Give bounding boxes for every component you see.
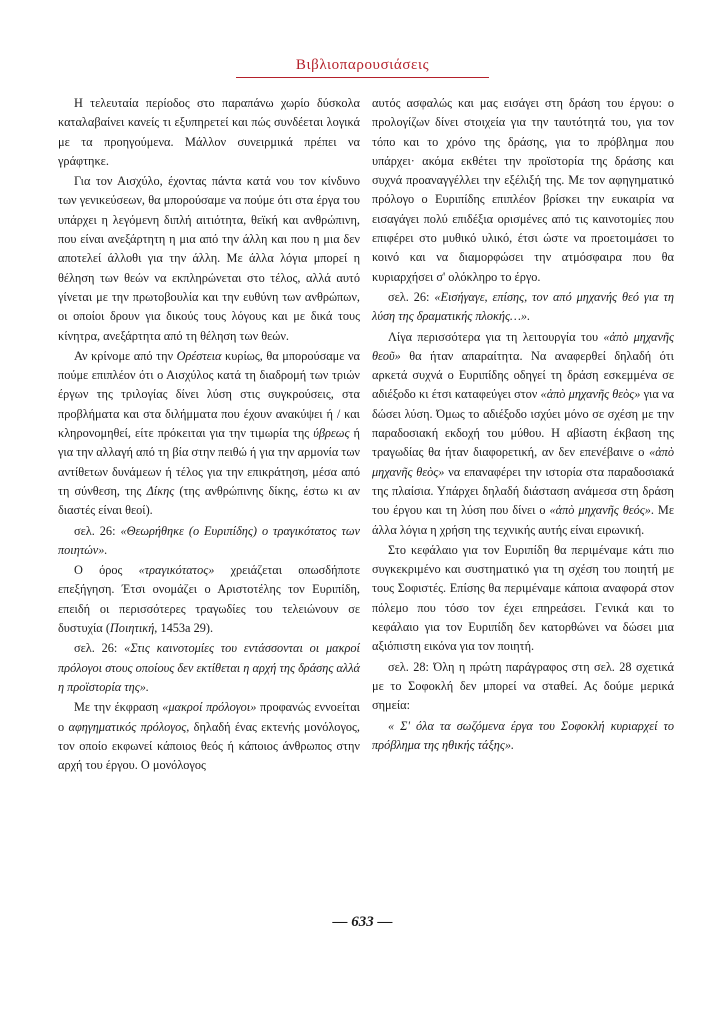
paragraph (372, 328, 674, 540)
text-run: , δηλαδή ένας εκτενής μονόλογος, τον οποίο εκφωνεί κάποιος θεός ή κάποιος άνθρωπος στην αρχή του έργου. Ο μονόλογος (58, 719, 360, 773)
page-ref: σελ. 26: (388, 289, 435, 304)
quotation: «Θεωρήθηκε (ο Ευριπίδης) ο τραγικότατος των ποιητών». (58, 523, 360, 557)
paragraph (58, 639, 360, 697)
text-run: προφανώς εννοείται ο (58, 700, 360, 734)
text-run: Με την έκφραση (74, 700, 163, 715)
text-run: κυρίως, θα μπορούσαμε να πούμε επιπλέον ότι ο Αισχύλος κατά τη διαδρομή των τριών έργων της τριλογίας δίνει λύση στις συγκρούσεις, στα προβλήματα και στα διλήμματα που έχουν ανακύψει ή / και κληρονομηθεί, είτε πρόκειται για την τιμωρία της (58, 348, 360, 441)
paragraph: Στο κεφάλαιο για τον Ευριπίδη θα περιμέναμε κάτι πιο συγκεκριμένο και συστηματικό για τη σχέση του ποιητή με τους Σοφιστές. Επίσης θα περιμέναμε κάποια αναφορά στον πόλεμο που τόσο τον έχει επηρεάσει. Γενικά και το κεφάλαιο για τον Ευριπίδη δεν κατορθώνει να δώσει μια αξιόπιστη εικόνα για τον ποιητή. (372, 542, 674, 654)
text-run: Αν κρίνομε από την (74, 348, 177, 363)
italic-term: «ἀπὸ μηχανῆς θεὸς» (540, 387, 641, 402)
text-run: . Με άλλα λόγια η χρήση της τεχνικής αυτής είναι ειρωνική. (372, 503, 674, 537)
paragraph (58, 698, 360, 775)
paragraph (58, 347, 360, 521)
running-header (0, 54, 725, 78)
italic-term: αφηγηματικός πρόλογος (68, 719, 187, 734)
quotation: « Σ' όλα τα σωζόμενα έργα του Σοφοκλή κυριαρχεί το πρόβλημα της ηθικής τάξης». (372, 718, 674, 752)
italic-term: Ποιητική (109, 621, 155, 636)
italic-term: Δίκης (146, 483, 175, 498)
text-run: για να δώσει λύση. Όμως το αδιέξοδο ισχύει μόνο σε σχέση με την παραδοσιακή εκδοχή του μύθου. Η αβίαστη έκβαση της τραγωδίας θα ήταν διαφορετική, αν δεν επενέβαινε ο (372, 387, 674, 460)
italic-term: «ἀπὸ μηχανῆς θεός» (549, 503, 651, 518)
paragraph (58, 561, 360, 638)
paragraph: Για τον Αισχύλο, έχοντας πάντα κατά νου τον κίνδυνο των γενικεύσεων, θα μπορούσαμε να πούμε ότι στα έργα του υπάρχει η λεγόμενη διπλή αιτιότητα, θεϊκή και ανθρώπινη, που είναι ανεξάρτητη η μια από την άλλη και που η μια δεν αποτελεί άλλοθι για την άλλη. Με άλλα λόγια μπορεί η θέληση των θεών να εκπληρώνεται στο τέλος, αλλά αυτό γίνεται με την πρωτοβουλία και την ευθύνη των ανθρώπων, οι οποίοι δρουν για δικούς τους λόγους και με δικά τους κίνητρα, ανεξάρτητα από τη θέληση των θεών. (58, 174, 360, 343)
right-column (372, 94, 674, 756)
page-number: — 633 — (332, 914, 393, 930)
text-run: , 1453a 29). (154, 621, 214, 636)
italic-term: «ἀπὸ μηχανῆς θεὸς» (372, 445, 674, 479)
text-run: Ο όρος (74, 563, 139, 578)
quotation: «Στις καινοτομίες του εντάσσονται οι μακροί πρόλογοι στους οποίους δεν εκτίθεται η αρχή της δράσης αλλά η προϊστορία της». (58, 641, 360, 694)
paragraph (58, 522, 360, 561)
italic-term: Ορέστεια (176, 348, 222, 363)
italic-term: «τραγικότατος» (138, 563, 215, 578)
italic-term: «ἀπὸ μηχανῆς θεοῦ» (372, 329, 674, 363)
paragraph (372, 288, 674, 327)
paragraph: αυτός ασφαλώς και μας εισάγει στη δράση του έργου: ο προλογίζων δίνει στοιχεία για την ταυτότητά του, για τον τόπο και το χρόνο της δράσης, για το πρόβλημα που υπάρχει· ακόμα εκθέτει την προϊστορία της δράσης και συχνά προαναγγέλλει την εξέλιξή της. Με τον αφηγηματικό πρόλογο ο Ευριπίδης επιπλέον βρίσκει την ευκαιρία να εισαγάγει πολύ επιδέξια ορισμένες από τις καινοτομίες που επιφέρει στο μυθικό υλικό, έτσι ώστε να προετοιμάσει το κοινό και να διαμορφώσει την ατμόσφαιρα που θα κυριαρχήσει σ' ολόκληρο το έργο. (372, 96, 674, 284)
paragraph: Η τελευταία περίοδος στο παραπάνω χωρίο δύσκολα καταλαβαίνει κανείς τι εξυπηρετεί και πώς συνδέεται λογικά με τα προηγούμενα. Μάλλον συνειρμικά πρέπει να γράφτηκε. (58, 96, 360, 168)
italic-term: «μακροί πρόλογοι» (162, 700, 257, 715)
italic-term: ύβρεως (313, 426, 350, 441)
text-run: Λίγα περισσότερα για τη λειτουργία του (388, 329, 604, 344)
text-run: ή για την αλλαγή από τη βία στην πειθώ ή για την αρμονία των αντίθετων δυνάμεων ή τέλος για την επικράτηση, μέσα από τη σύνθεση, της (58, 426, 360, 498)
quotation: «Εισήγαγε, επίσης, τον από μηχανής θεό για τη λύση της δραματικής πλοκής…». (372, 289, 674, 324)
page-ref: σελ. 26: (74, 523, 121, 538)
section-title: Βιβλιοπαρουσιάσεις (236, 57, 489, 78)
text-run: χρειάζεται οπωσδήποτε επεξήγηση. Έτσι ονομάζει ο Αριστοτέλης τον Ευριπίδη, επειδή οι περισσότερες τραγωδίες του τελειώνουν σε δυστυχία ( (58, 563, 360, 636)
text-run: να επαναφέρει την ιστορία στα παραδοσιακά της πλαίσια. Υπάρχει δηλαδή διάσταση ανάμεσα στη δράση του έργου και τη λύση που δίνει ο (372, 464, 674, 518)
text-run: (της ανθρώπινης δίκης, έστω κι αν διαστές είναι θεοί). (58, 483, 360, 518)
paragraph: σελ. 28: Όλη η πρώτη παράγραφος στη σελ. 28 σχετικά με το Σοφοκλή δεν μπορεί να σταθεί. Ας δούμε μερικά σημεία: (372, 659, 674, 713)
text-run: θα ήταν απαραίτητα. Να αναφερθεί δηλαδή ότι αρκετά συχνά ο Ευριπίδης οδηγεί τη δράση εσκεμμένα σε αδιέξοδο κι έτσι καταφεύγει στον (372, 348, 674, 402)
page-ref: σελ. 26: (74, 641, 125, 656)
left-column (58, 94, 360, 776)
